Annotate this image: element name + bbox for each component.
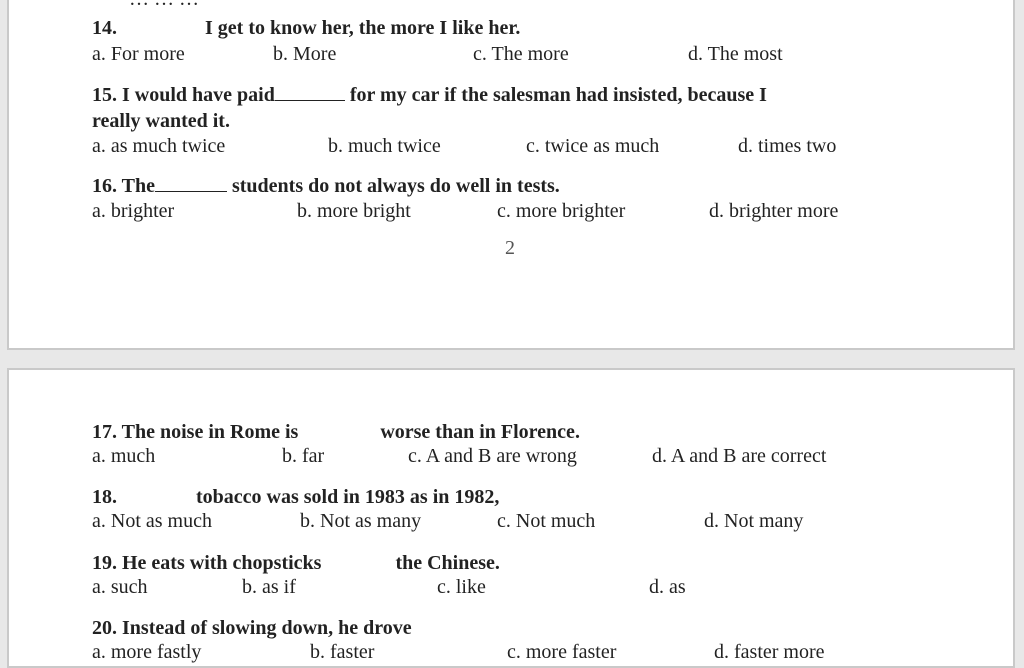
question-15 xyxy=(92,82,767,109)
question-stem-before: The xyxy=(121,175,155,197)
question-stem-before: I would have paid xyxy=(122,84,275,106)
option-c[interactable]: c. The more xyxy=(473,43,569,65)
option-d[interactable]: d. brighter more xyxy=(709,200,839,222)
question-number: 18. xyxy=(92,486,117,508)
document-page-2 xyxy=(7,368,1015,668)
question-number: 16. xyxy=(92,175,117,197)
question-stem-before: The noise in Rome is xyxy=(121,421,299,443)
option-d[interactable]: d. times two xyxy=(738,135,837,157)
option-b[interactable]: b. far xyxy=(282,445,325,467)
question-17 xyxy=(92,419,580,446)
option-c[interactable]: c. twice as much xyxy=(526,135,660,157)
question-19 xyxy=(92,550,500,577)
question-stem-before: He eats with chopsticks xyxy=(122,552,322,574)
question-20 xyxy=(92,615,412,642)
question-15-line-2: really wanted it. xyxy=(92,110,230,132)
question-number: 20. xyxy=(92,617,117,639)
option-c[interactable]: c. A and B are wrong xyxy=(408,445,577,467)
question-18 xyxy=(92,484,499,511)
question-stem-after: the Chinese. xyxy=(395,552,500,574)
question-stem-before: Instead of slowing down, he drove xyxy=(122,617,412,639)
option-a[interactable]: a. Not as much xyxy=(92,510,212,532)
option-a[interactable]: a. much xyxy=(92,445,156,467)
option-c[interactable]: c. like xyxy=(437,576,486,598)
option-b[interactable]: b. much twice xyxy=(328,135,441,157)
question-16 xyxy=(92,173,560,200)
option-d[interactable]: d. as xyxy=(649,576,686,598)
option-c[interactable]: c. more brighter xyxy=(497,200,626,222)
option-b[interactable]: b. More xyxy=(273,43,337,65)
question-stem-after: for my car if the salesman had insisted, because I xyxy=(349,84,767,106)
question-14 xyxy=(92,15,520,42)
option-d[interactable]: d. Not many xyxy=(704,510,804,532)
question-stem: tobacco was sold in 1983 as in 1982, xyxy=(196,486,500,508)
option-d[interactable]: d. faster more xyxy=(714,641,825,663)
question-number: 19. xyxy=(92,552,117,574)
question-stem-after: students do not always do well in tests. xyxy=(231,175,560,197)
option-d[interactable]: d. The most xyxy=(688,43,783,65)
page-number: 2 xyxy=(505,237,515,259)
option-a[interactable]: a. as much twice xyxy=(92,135,226,157)
option-a[interactable]: a. more fastly xyxy=(92,641,202,663)
option-d[interactable]: d. A and B are correct xyxy=(652,445,827,467)
option-a[interactable]: a. For more xyxy=(92,43,185,65)
answer-blank xyxy=(275,82,345,101)
option-a[interactable]: a. such xyxy=(92,576,148,598)
option-b[interactable]: b. more bright xyxy=(297,200,411,222)
question-number: 17. xyxy=(92,421,117,443)
question-number: 14. xyxy=(92,17,117,39)
question-number: 15. xyxy=(92,84,117,106)
document-page-1 xyxy=(7,0,1015,350)
question-stem-after: worse than in Florence. xyxy=(380,421,580,443)
option-b[interactable]: b. Not as many xyxy=(300,510,422,532)
option-a[interactable]: a. brighter xyxy=(92,200,175,222)
cut-off-text xyxy=(129,0,199,11)
option-b[interactable]: b. faster xyxy=(310,641,375,663)
question-stem: I get to know her, the more I like her. xyxy=(205,17,521,39)
option-c[interactable]: c. Not much xyxy=(497,510,596,532)
answer-blank xyxy=(155,173,227,192)
option-c[interactable]: c. more faster xyxy=(507,641,617,663)
option-b[interactable]: b. as if xyxy=(242,576,296,598)
